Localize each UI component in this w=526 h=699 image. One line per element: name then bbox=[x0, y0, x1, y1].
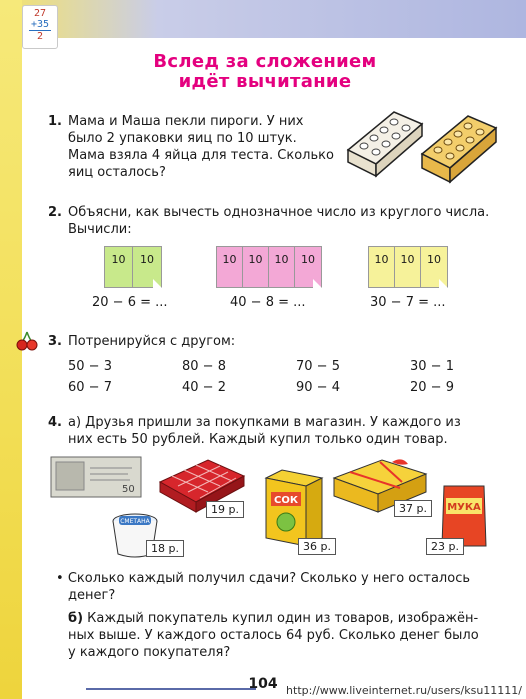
task-2-text bbox=[68, 204, 494, 238]
corner-line-2: +35 bbox=[30, 19, 50, 30]
card-fold bbox=[313, 279, 322, 288]
source-url: http://www.liveinternet.ru/users/ksu11111/ bbox=[286, 684, 522, 697]
task-4b-line: у каждого покупателя? bbox=[68, 645, 231, 660]
exercise-column bbox=[410, 356, 454, 398]
flour-label: МУКА bbox=[447, 502, 481, 513]
egg-cartons-illustration bbox=[342, 104, 502, 190]
juice-label: СОК bbox=[273, 495, 299, 506]
question-text: Сколько каждый получил сдачи? Сколько у него осталось bbox=[67, 571, 470, 586]
task-1-line: Мама и Маша пекли пироги. У них bbox=[68, 114, 304, 129]
task-2-line: Вычисли: bbox=[68, 222, 132, 237]
task-1-line: Мама взяла 4 яйца для теста. Сколько bbox=[68, 148, 334, 163]
exercise: 40 − 2 bbox=[182, 380, 226, 395]
card-cell: 10 bbox=[243, 247, 269, 287]
exercise: 90 − 4 bbox=[296, 380, 340, 395]
card-30 bbox=[368, 246, 448, 288]
task-4b-text bbox=[68, 610, 492, 661]
task-1-line: яиц осталось? bbox=[68, 165, 166, 180]
card-cell: 10 bbox=[105, 247, 133, 287]
price-tag-chocolate: 19 р. bbox=[206, 501, 244, 518]
task-4-number: 4. bbox=[48, 415, 62, 430]
page-number: 104 bbox=[248, 676, 278, 692]
card-cell: 10 bbox=[395, 247, 421, 287]
task-1-line: было 2 упаковки яиц по 10 штук. bbox=[68, 131, 297, 146]
price-tag-sour-cream: 18 р. bbox=[146, 540, 184, 557]
expression-1: 20 − 6 = ... bbox=[92, 295, 168, 310]
task-4b-label: б) bbox=[68, 611, 84, 626]
price-tag-wafers: 37 р. bbox=[394, 500, 432, 517]
card-cell: 10 bbox=[140, 253, 154, 266]
task-4-line: а) Друзья пришли за покупками в магазин. У каждого из bbox=[68, 415, 461, 430]
exercise: 70 − 5 bbox=[296, 359, 340, 374]
price-tag-juice: 36 р. bbox=[298, 538, 336, 555]
juice-box-icon bbox=[262, 468, 326, 548]
task-3-number: 3. bbox=[48, 334, 62, 349]
banknote-icon bbox=[50, 456, 142, 498]
exercise: 80 − 8 bbox=[182, 359, 226, 374]
exercise: 30 − 1 bbox=[410, 359, 454, 374]
card-cell: 10 bbox=[269, 247, 295, 287]
price-tag-flour: 23 р. bbox=[426, 538, 464, 555]
expression-2: 40 − 8 = ... bbox=[230, 295, 306, 310]
egg-carton-icon bbox=[422, 116, 496, 182]
corner-line-1: 27 bbox=[33, 8, 47, 19]
corner-line-3: 2 bbox=[36, 31, 44, 42]
task-2-number: 2. bbox=[48, 205, 62, 220]
cherry-icon bbox=[16, 330, 38, 352]
sour-cream-label: СМЕТАНА bbox=[120, 518, 150, 525]
exercise-column bbox=[296, 356, 340, 398]
card-cell: 10 bbox=[427, 253, 441, 266]
corner-example-card bbox=[22, 5, 58, 49]
card-cell: 10 bbox=[217, 247, 243, 287]
question-bullet bbox=[56, 570, 492, 604]
banknote-value: 50 bbox=[122, 484, 135, 495]
card-cell: 10 bbox=[301, 253, 315, 266]
exercise-column bbox=[182, 356, 226, 398]
task-2-line: Объясни, как вычесть однозначное число из круглого числа. bbox=[68, 205, 490, 220]
top-band bbox=[0, 0, 526, 38]
task-4b-line-text: Каждый покупатель купил один из товаров, изображён- bbox=[87, 611, 479, 626]
task-3-text: Потренируйся с другом: bbox=[68, 334, 236, 349]
title-line-1: Вслед за сложением bbox=[153, 51, 377, 72]
card-fold bbox=[439, 279, 448, 288]
exercise: 60 − 7 bbox=[68, 380, 112, 395]
task-1-text bbox=[68, 113, 334, 181]
card-fold bbox=[153, 279, 162, 288]
task-4-text bbox=[68, 414, 492, 448]
card-cell: 10 bbox=[369, 247, 395, 287]
title-line-2: идёт вычитание bbox=[178, 71, 352, 92]
page-title bbox=[100, 52, 430, 92]
card-40 bbox=[216, 246, 322, 288]
exercise: 50 − 3 bbox=[68, 359, 112, 374]
egg-carton-icon bbox=[348, 112, 422, 176]
exercise: 20 − 9 bbox=[410, 380, 454, 395]
card-20 bbox=[104, 246, 162, 288]
task-4b-line: ных выше. У каждого осталось 64 руб. Сколько денег было bbox=[68, 628, 479, 643]
expression-3: 30 − 7 = ... bbox=[370, 295, 446, 310]
question-line: • Сколько каждый получил сдачи? Сколько у него осталось bbox=[56, 571, 470, 586]
exercise-column bbox=[68, 356, 112, 398]
task-1-number: 1. bbox=[48, 114, 62, 129]
task-4-line: них есть 50 рублей. Каждый купил только один товар. bbox=[68, 432, 448, 447]
question-line: денег? bbox=[68, 588, 116, 603]
task-4b-line bbox=[68, 610, 492, 627]
